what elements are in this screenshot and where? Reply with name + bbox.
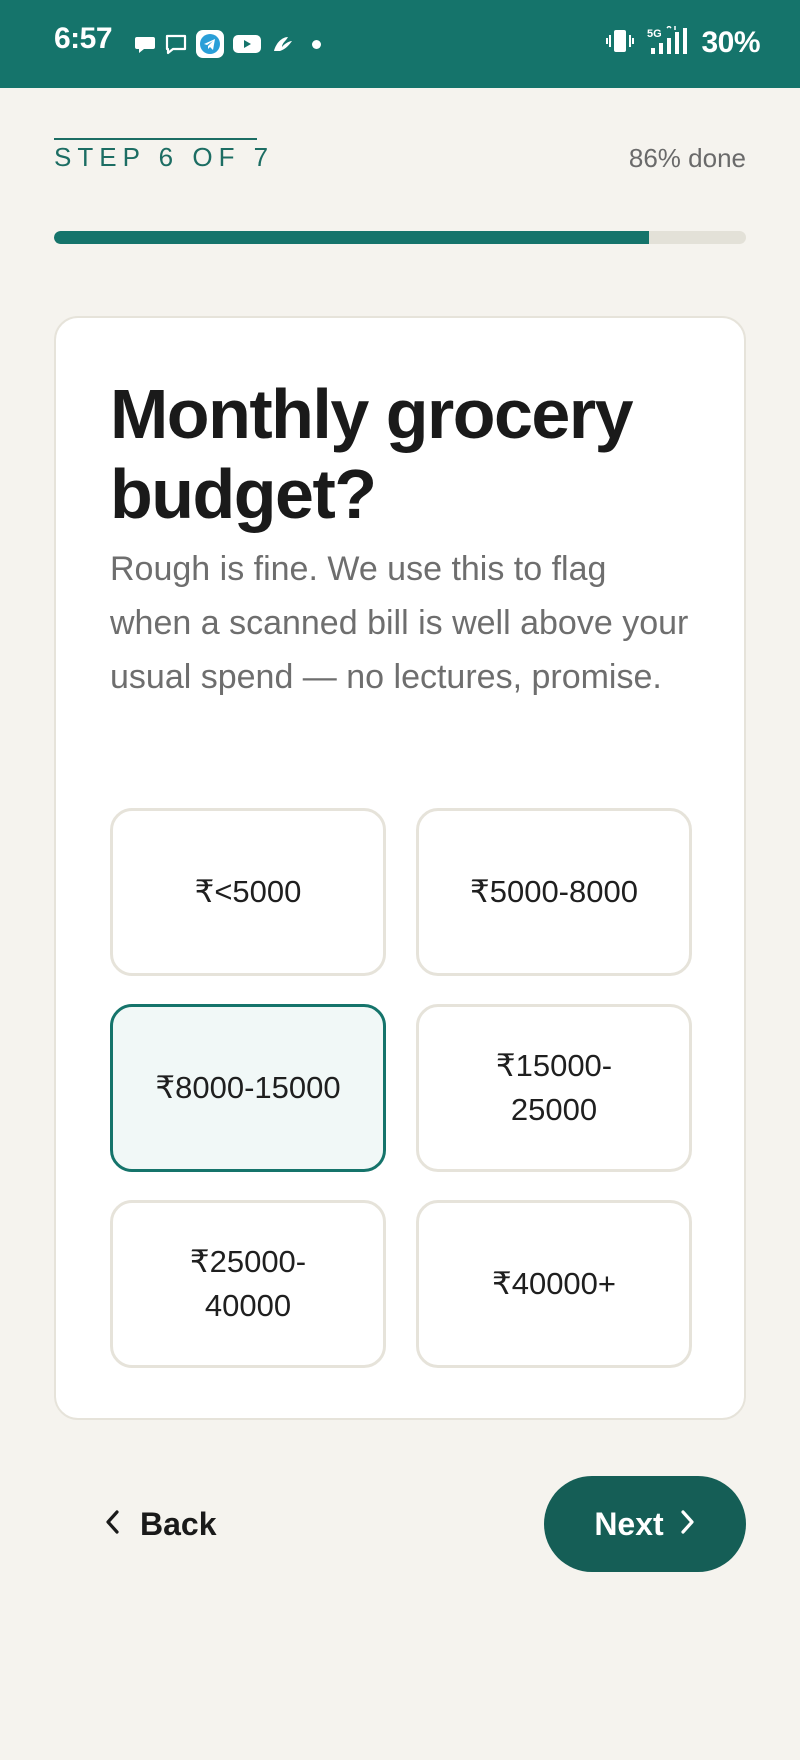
option-5000-8000[interactable] — [416, 808, 692, 976]
app-icon — [270, 33, 296, 55]
message-icon — [164, 33, 188, 55]
question-subtitle: Rough is fine. We use this to flag when a scanned bill is well above your usual spend — no lectures, promise. — [110, 550, 689, 696]
youtube-icon — [232, 33, 262, 55]
option-label: ₹25000-40000 — [189, 1244, 307, 1323]
option-label: ₹15000-25000 — [495, 1048, 613, 1127]
progress-bar — [54, 231, 746, 244]
option-label: ₹5000-8000 — [470, 874, 638, 909]
option-40000-plus[interactable] — [416, 1200, 692, 1368]
signal-icon — [645, 26, 691, 60]
chat-bubble-icon — [134, 33, 156, 55]
chevron-right-icon — [680, 1506, 696, 1543]
next-label: Next — [594, 1505, 664, 1542]
option-8000-15000[interactable] — [110, 1004, 386, 1172]
option-label: ₹<5000 — [194, 874, 302, 909]
chevron-left-icon — [104, 1506, 120, 1543]
option-label: ₹8000-15000 — [155, 1070, 341, 1105]
svg-text:5G: 5G — [647, 28, 663, 40]
question-card — [54, 316, 746, 1420]
dot-icon — [312, 40, 321, 49]
option-under-5000[interactable] — [110, 808, 386, 976]
back-label: Back — [140, 1505, 217, 1542]
status-bar — [0, 0, 800, 88]
back-button[interactable] — [104, 1500, 217, 1548]
system-icons — [605, 26, 760, 60]
percent-done: 86% done — [628, 143, 746, 173]
step-underline — [54, 138, 257, 140]
question-title: Monthly grocery budget? — [110, 375, 633, 533]
notification-icons — [134, 30, 321, 58]
telegram-icon — [196, 30, 224, 58]
status-time: 6:57 — [54, 22, 113, 55]
battery-percent: 30% — [701, 26, 760, 59]
vibrate-icon — [605, 26, 635, 60]
option-15000-25000[interactable] — [416, 1004, 692, 1172]
step-label: STEP 6 OF 7 — [54, 142, 275, 172]
budget-options — [110, 808, 692, 1368]
option-25000-40000[interactable] — [110, 1200, 386, 1368]
next-button[interactable] — [544, 1476, 746, 1572]
progress-fill — [54, 231, 649, 244]
option-label: ₹40000+ — [491, 1266, 617, 1301]
